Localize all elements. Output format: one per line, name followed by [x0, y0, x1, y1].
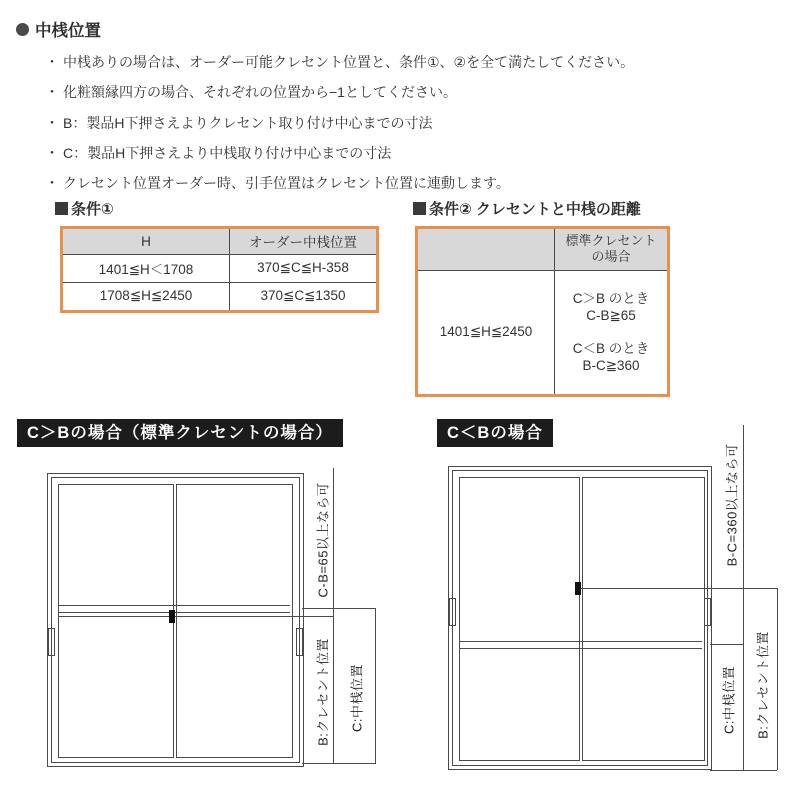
condition2-heading — [413, 198, 641, 219]
table-cell: 1708≦H≦2450 — [63, 282, 230, 310]
table-header-cell — [555, 229, 668, 270]
diagram-left-title: C＞Bの場合（標準クレセントの場合） — [17, 419, 343, 447]
b-position-label: B:クレセント位置 — [755, 631, 771, 739]
extension-line-rail — [302, 608, 375, 609]
gap-dimension-label: C-B=65以上なら可 — [315, 482, 331, 598]
condition1-heading — [55, 198, 114, 219]
sash-right — [582, 477, 705, 761]
dimension-line-c — [375, 608, 376, 764]
c-position-label: C:中桟位置 — [721, 665, 737, 735]
note-text: 中桟ありの場合は、オーダー可能クレセント位置と、条件①、②を全て満たしてください。 — [63, 54, 635, 70]
extension-line-crescent — [59, 616, 333, 617]
condition2-heading-text: 条件② クレセントと中桟の距離 — [429, 201, 641, 218]
table-cell: 370≦C≦1350 — [230, 282, 377, 310]
notes-list — [45, 47, 634, 198]
handle-left — [48, 628, 55, 656]
condition-rule: B-C≧360 — [582, 358, 640, 374]
table-cell: 1401≦H＜1708 — [63, 254, 230, 282]
page-title — [16, 17, 101, 41]
bullet-dot-icon: ・ — [45, 114, 59, 131]
extension-line-rail — [710, 644, 743, 645]
square-marker-icon — [413, 202, 426, 215]
condition1-heading-text: 条件① — [71, 201, 114, 218]
sash-right — [176, 484, 293, 758]
list-item — [45, 138, 634, 168]
header-line: の場合 — [591, 249, 631, 265]
crescent-mark — [169, 610, 175, 623]
bullet-dot-icon: ・ — [45, 54, 59, 70]
table-header-cell: H — [63, 229, 230, 254]
handle-left — [449, 598, 456, 626]
note-text: C：製品H下押さえより中桟取り付け中心までの寸法 — [63, 144, 392, 161]
list-item — [45, 47, 634, 77]
list-item — [45, 168, 634, 198]
sash-left — [58, 484, 174, 758]
list-item — [45, 77, 634, 107]
bullet-dot-icon: ・ — [45, 144, 59, 161]
condition-rule: C-B≧65 — [586, 308, 636, 324]
condition2-table — [415, 226, 670, 397]
extension-line-crescent — [581, 588, 777, 589]
spacer — [559, 324, 663, 340]
dimension-line-b — [333, 468, 334, 764]
table-header-cell: オーダー中桟位置 — [230, 229, 377, 254]
note-text: B：製品H下押さえよりクレセント取り付け中心までの寸法 — [63, 114, 433, 131]
handle-right — [704, 598, 711, 626]
dimension-line-b — [777, 588, 778, 770]
dimension-line-c — [743, 425, 744, 770]
b-position-label: B:クレセント位置 — [315, 638, 331, 746]
bullet-circle-icon — [16, 23, 29, 36]
table-cell: 370≦C≦H-358 — [230, 254, 377, 282]
table-row — [418, 270, 667, 394]
extension-line-bottom — [710, 770, 777, 771]
c-position-label: C:中桟位置 — [349, 663, 365, 733]
square-marker-icon — [55, 202, 68, 215]
table-cell: 1401≦H≦2450 — [418, 270, 555, 394]
condition1-table — [60, 226, 379, 313]
sash-left — [459, 477, 580, 761]
note-text: クレセント位置オーダー時、引手位置はクレセント位置に連動します。 — [63, 175, 510, 192]
table-row — [63, 282, 376, 310]
middle-rail — [460, 641, 702, 649]
table-header-cell — [418, 229, 555, 270]
condition-when: C＞B のとき — [572, 291, 650, 307]
gap-dimension-label: B-C=360以上なら可 — [724, 443, 740, 567]
extension-line-bottom — [302, 763, 375, 764]
table-cell — [555, 270, 668, 394]
bullet-dot-icon: ・ — [45, 175, 59, 192]
note-text: 化粧額縁四方の場合、それぞれの位置から−1としてください。 — [63, 84, 457, 101]
header-line: 標準クレセント — [565, 233, 657, 249]
handle-right — [296, 628, 303, 656]
page-title-text: 中桟位置 — [35, 22, 101, 40]
list-item — [45, 108, 634, 138]
table-row — [63, 254, 376, 282]
condition-when: C＜B のとき — [572, 341, 650, 357]
diagram-right-title: C＜Bの場合 — [437, 419, 553, 447]
bullet-dot-icon: ・ — [45, 84, 59, 101]
